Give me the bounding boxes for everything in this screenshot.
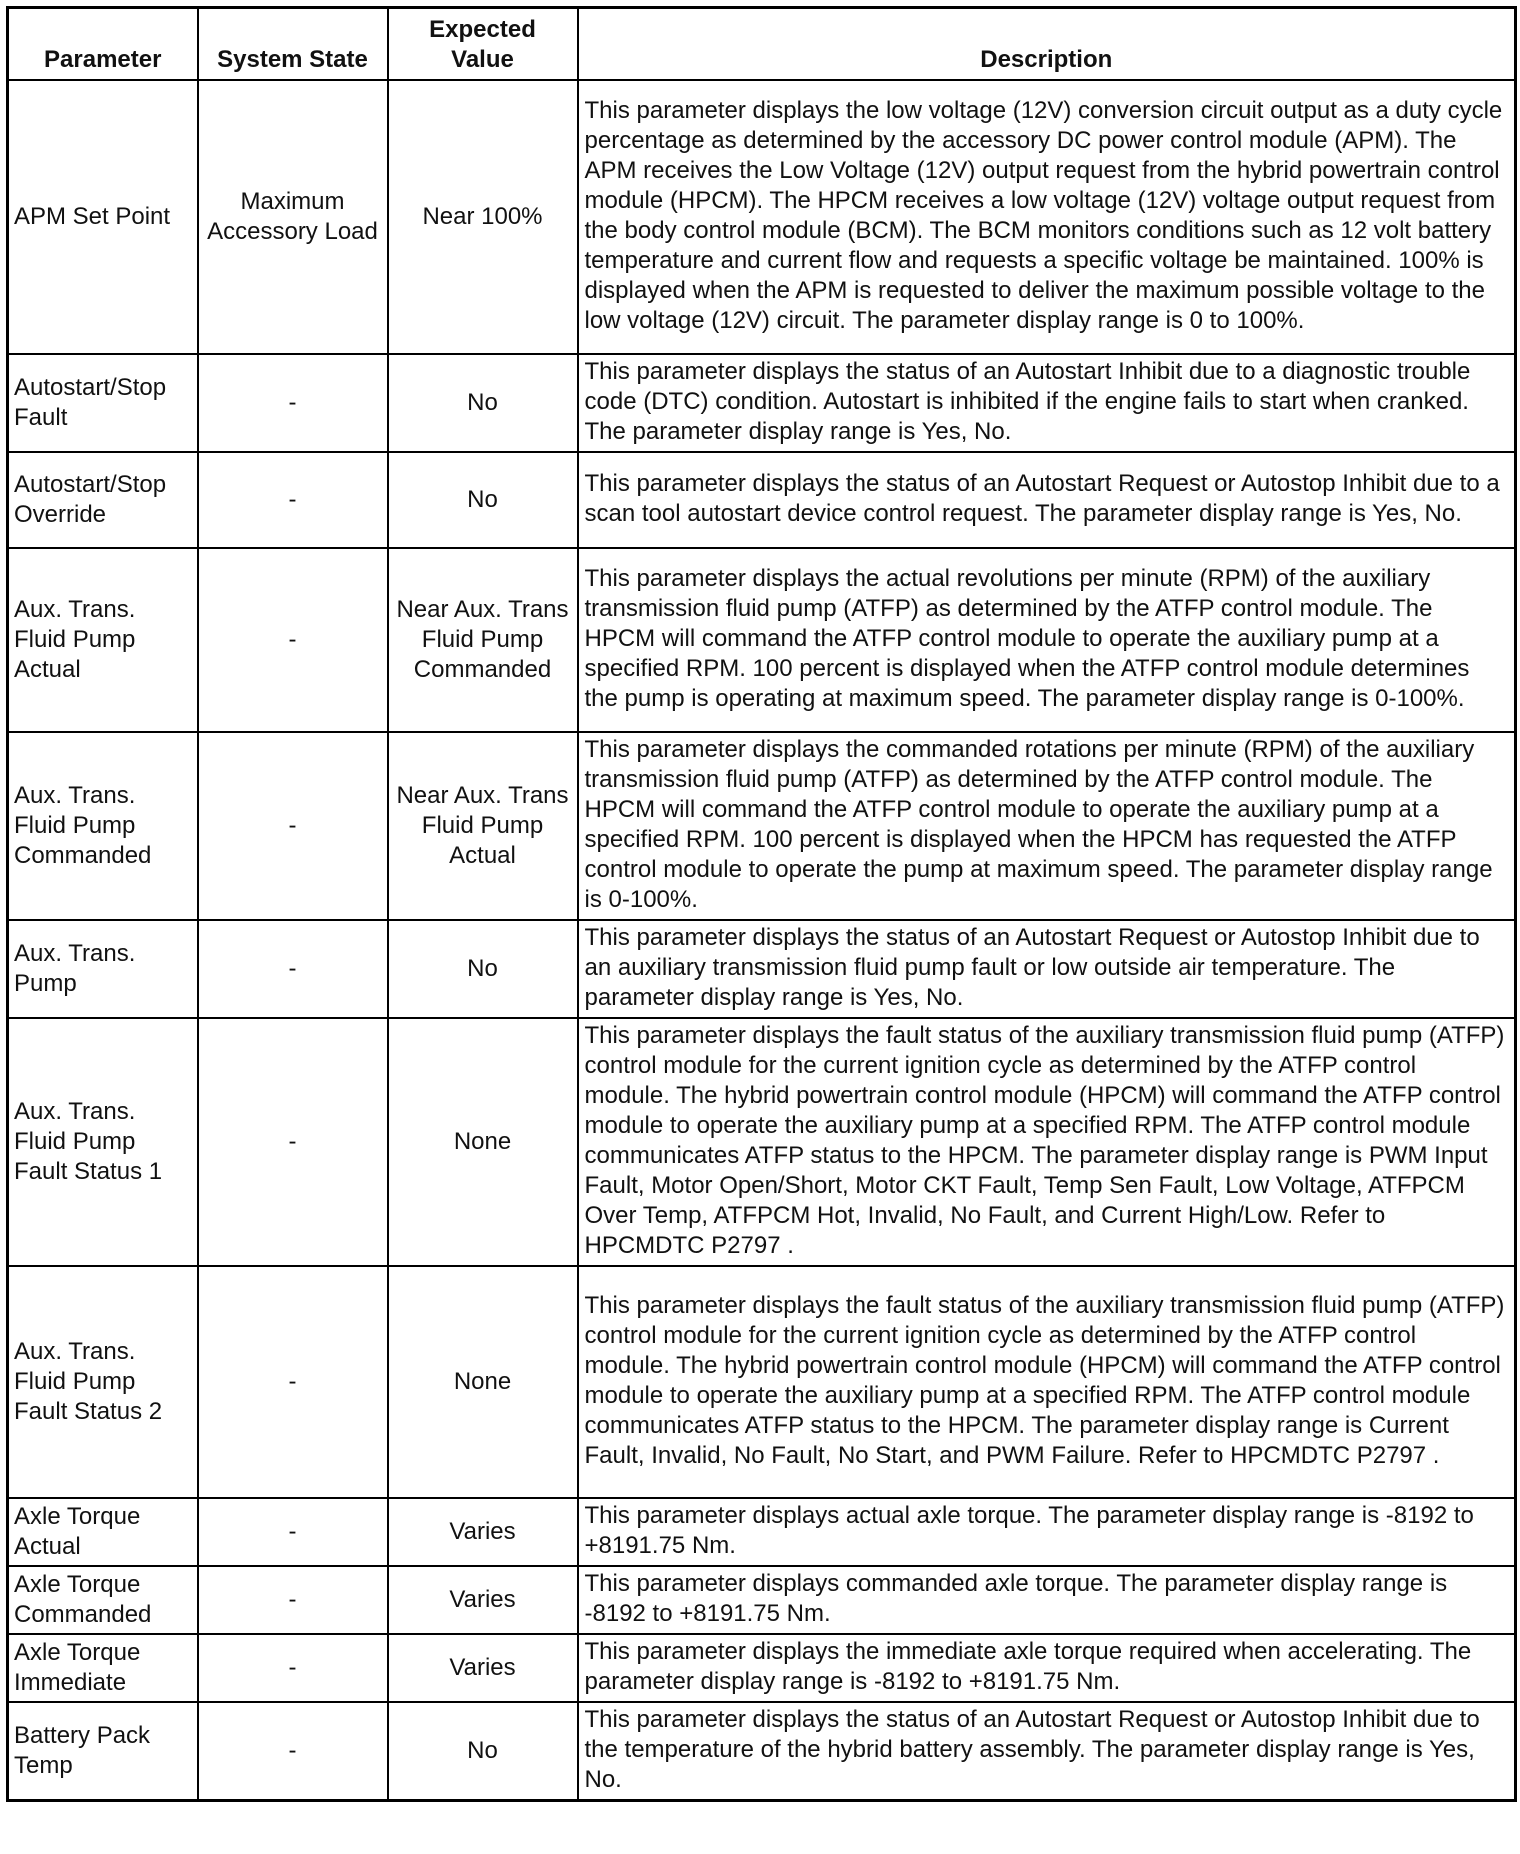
cell-expected-value: Near Aux. Trans Fluid Pump Actual — [388, 732, 578, 920]
cell-description: This parameter displays the status of an Autostart Request or Autostop Inhibit due to the temperature of the hybrid battery assembly. The parameter display range is Yes, No. — [578, 1702, 1516, 1801]
cell-expected-value: No — [388, 920, 578, 1018]
cell-parameter: Autostart/Stop Override — [8, 452, 198, 548]
cell-expected-value: Varies — [388, 1566, 578, 1634]
cell-parameter: Aux. Trans. Fluid Pump Actual — [8, 548, 198, 732]
table-row — [8, 1266, 1516, 1498]
table-row — [8, 920, 1516, 1018]
cell-description: This parameter displays the status of an Autostart Request or Autostop Inhibit due to a scan tool autostart device control request. The parameter display range is Yes, No. — [578, 452, 1516, 548]
cell-parameter: Aux. Trans. Fluid Pump Fault Status 1 — [8, 1018, 198, 1266]
header-system-state: System State — [198, 8, 388, 81]
cell-system-state: - — [198, 1018, 388, 1266]
cell-parameter: Axle Torque Actual — [8, 1498, 198, 1566]
cell-system-state: - — [198, 1634, 388, 1702]
table-row — [8, 1566, 1516, 1634]
cell-description: This parameter displays the fault status of the auxiliary transmission fluid pump (ATFP) control module for the current ignition cycle as determined by the ATFP control module. The hybrid powertrain control module (HPCM) will command the ATFP control module to operate the auxiliary pump at a specified RPM. The ATFP control module communicates ATFP status to the HPCM. The parameter display range is PWM Input Fault, Motor Open/Short, Motor CKT Fault, Temp Sen Fault, Low Voltage, ATFPCM Over Temp, ATFPCM Hot, Invalid, No Fault, and Current High/Low. Refer to HPCMDTC P2797 . — [578, 1018, 1516, 1266]
cell-expected-value: No — [388, 1702, 578, 1801]
cell-expected-value: No — [388, 452, 578, 548]
cell-parameter: Battery Pack Temp — [8, 1702, 198, 1801]
cell-system-state: - — [198, 1498, 388, 1566]
cell-system-state: - — [198, 732, 388, 920]
cell-expected-value: Near 100% — [388, 80, 578, 354]
cell-description: This parameter displays the immediate axle torque required when accelerating. The parameter display range is -8192 to +8191.75 Nm. — [578, 1634, 1516, 1702]
cell-description: This parameter displays the fault status of the auxiliary transmission fluid pump (ATFP) control module for the current ignition cycle as determined by the ATFP control module. The hybrid powertrain control module (HPCM) will command the ATFP control module to operate the auxiliary pump at a specified RPM. The ATFP control module communicates ATFP status to the HPCM. The parameter display range is Current Fault, Invalid, No Fault, No Start, and PWM Failure. Refer to HPCMDTC P2797 . — [578, 1266, 1516, 1498]
cell-system-state: - — [198, 1566, 388, 1634]
cell-parameter: Axle Torque Immediate — [8, 1634, 198, 1702]
cell-description: This parameter displays the status of an Autostart Inhibit due to a diagnostic trouble code (DTC) condition. Autostart is inhibited if the engine fails to start when cranked. The parameter display range is Yes, No. — [578, 354, 1516, 452]
cell-description: This parameter displays commanded axle torque. The parameter display range is -8192 to +8191.75 Nm. — [578, 1566, 1516, 1634]
cell-system-state: Maximum Accessory Load — [198, 80, 388, 354]
cell-system-state: - — [198, 1266, 388, 1498]
table-row — [8, 452, 1516, 548]
header-row — [8, 8, 1516, 81]
table-row — [8, 1018, 1516, 1266]
cell-expected-value: Varies — [388, 1498, 578, 1566]
table-row — [8, 548, 1516, 732]
cell-expected-value: None — [388, 1266, 578, 1498]
table-row — [8, 732, 1516, 920]
cell-system-state: - — [198, 920, 388, 1018]
cell-parameter: APM Set Point — [8, 80, 198, 354]
table-row — [8, 80, 1516, 354]
cell-system-state: - — [198, 452, 388, 548]
cell-description: This parameter displays the commanded rotations per minute (RPM) of the auxiliary transmission fluid pump (ATFP) as determined by the ATFP control module. The HPCM will command the ATFP control module to operate the auxiliary pump at a specified RPM. 100 percent is displayed when the HPCM has requested the ATFP control module to operate the pump at maximum speed. The parameter display range is 0-100%. — [578, 732, 1516, 920]
cell-expected-value: Varies — [388, 1634, 578, 1702]
cell-system-state: - — [198, 1702, 388, 1801]
table-row — [8, 1498, 1516, 1566]
header-parameter: Parameter — [8, 8, 198, 81]
cell-description: This parameter displays actual axle torque. The parameter display range is -8192 to +8191.75 Nm. — [578, 1498, 1516, 1566]
cell-description: This parameter displays the low voltage (12V) conversion circuit output as a duty cycle percentage as determined by the accessory DC power control module (APM). The APM receives the Low Voltage (12V) output request from the hybrid powertrain control module (HPCM). The HPCM receives a low voltage (12V) voltage output request from the body control module (BCM). The BCM monitors conditions such as 12 volt battery temperature and current flow and requests a specific voltage be maintained. 100% is displayed when the APM is requested to deliver the maximum possible voltage to the low voltage (12V) circuit. The parameter display range is 0 to 100%. — [578, 80, 1516, 354]
cell-expected-value: Near Aux. Trans Fluid Pump Commanded — [388, 548, 578, 732]
header-expected-value: Expected Value — [388, 8, 578, 81]
cell-description: This parameter displays the status of an Autostart Request or Autostop Inhibit due to an auxiliary transmission fluid pump fault or low outside air temperature. The parameter display range is Yes, No. — [578, 920, 1516, 1018]
header-description: Description — [578, 8, 1516, 81]
cell-parameter: Axle Torque Commanded — [8, 1566, 198, 1634]
cell-parameter: Autostart/Stop Fault — [8, 354, 198, 452]
table-row — [8, 354, 1516, 452]
table-row — [8, 1702, 1516, 1801]
cell-system-state: - — [198, 354, 388, 452]
cell-parameter: Aux. Trans. Fluid Pump Commanded — [8, 732, 198, 920]
cell-parameter: Aux. Trans. Fluid Pump Fault Status 2 — [8, 1266, 198, 1498]
cell-expected-value: No — [388, 354, 578, 452]
table-row — [8, 1634, 1516, 1702]
parameter-table — [6, 6, 1517, 1802]
cell-description: This parameter displays the actual revolutions per minute (RPM) of the auxiliary transmission fluid pump (ATFP) as determined by the ATFP control module. The HPCM will command the ATFP control module to operate the auxiliary pump at a specified RPM. 100 percent is displayed when the ATFP control module determines the pump is operating at maximum speed. The parameter display range is 0-100%. — [578, 548, 1516, 732]
cell-parameter: Aux. Trans. Pump — [8, 920, 198, 1018]
cell-expected-value: None — [388, 1018, 578, 1266]
cell-system-state: - — [198, 548, 388, 732]
